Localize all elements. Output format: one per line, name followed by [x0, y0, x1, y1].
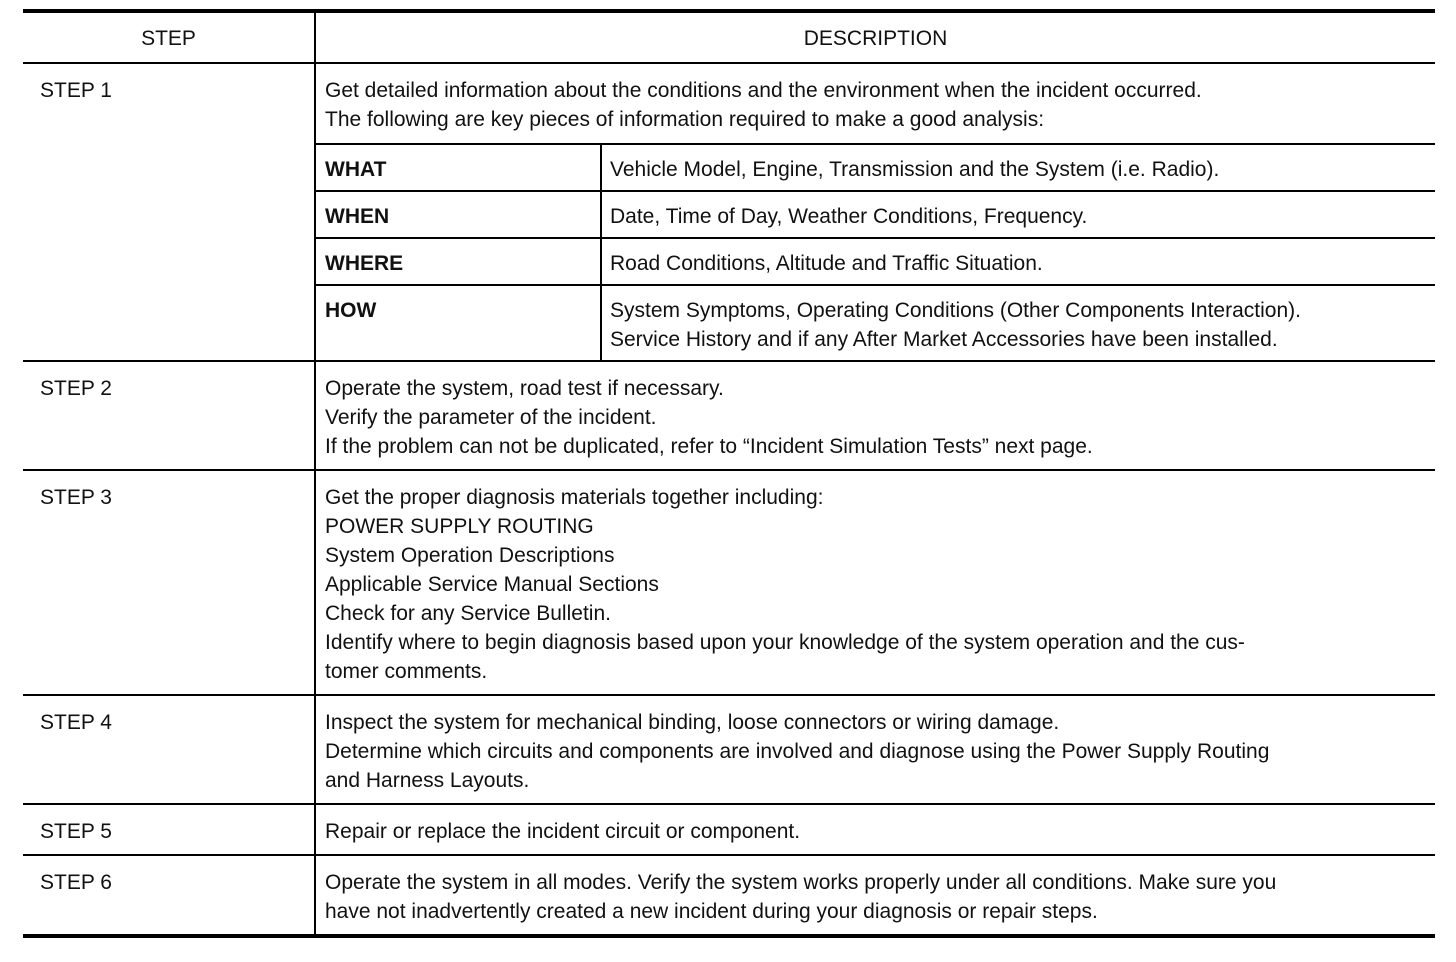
step-column-header: STEP	[23, 13, 316, 62]
step-label: STEP 6	[23, 856, 316, 934]
subtable-value-line: Service History and if any After Market Accessories have been installed.	[610, 328, 1278, 351]
subtable-value-line: Road Conditions, Altitude and Traffic Situation.	[610, 252, 1043, 275]
subtable-value	[602, 145, 1435, 190]
subtable-value-line: Vehicle Model, Engine, Transmission and the System (i.e. Radio).	[610, 158, 1220, 181]
description-line: Inspect the system for mechanical binding, loose connectors or wiring damage.	[325, 711, 1060, 734]
key-information-subtable	[316, 143, 1435, 360]
description-line: have not inadvertently created a new incident during your diagnosis or repair steps.	[325, 900, 1098, 923]
subtable-key: WHEN	[316, 192, 602, 237]
step-row-2	[23, 362, 1435, 471]
step-label: STEP 4	[23, 696, 316, 803]
subtable-value-line: System Symptoms, Operating Conditions (Other Components Interaction).	[610, 299, 1301, 322]
description-line: Identify where to begin diagnosis based upon your knowledge of the system operation and the cus-	[325, 631, 1245, 654]
description-line: Applicable Service Manual Sections	[325, 573, 659, 596]
description-line: Operate the system, road test if necessary.	[325, 377, 724, 400]
subtable-key: HOW	[316, 286, 602, 360]
description-line: POWER SUPPLY ROUTING	[325, 515, 594, 538]
description-line: If the problem can not be duplicated, refer to “Incident Simulation Tests” next page.	[325, 435, 1093, 458]
step-label: STEP 1	[23, 64, 316, 360]
step-description	[316, 362, 1435, 469]
subtable-key: WHERE	[316, 239, 602, 284]
description-line: Get detailed information about the conditions and the environment when the incident occurred.	[325, 79, 1202, 102]
description-line: tomer comments.	[325, 660, 488, 683]
subtable-value	[602, 286, 1435, 360]
step-description	[316, 64, 1435, 360]
step-row-3	[23, 471, 1435, 696]
step-label: STEP 2	[23, 362, 316, 469]
subtable-key: WHAT	[316, 145, 602, 190]
table-header-row	[23, 13, 1435, 64]
step-description	[316, 856, 1435, 934]
description-line: The following are key pieces of information required to make a good analysis:	[325, 108, 1045, 131]
description-column-header: DESCRIPTION	[803, 27, 948, 50]
subtable-row-how	[316, 286, 1435, 360]
step-row-4	[23, 696, 1435, 805]
subtable-row-where	[316, 239, 1435, 286]
step-description	[316, 805, 1435, 854]
subtable-row-what	[316, 145, 1435, 192]
subtable-row-when	[316, 192, 1435, 239]
description-line: Operate the system in all modes. Verify the system works properly under all conditions. Make sure you	[325, 871, 1277, 894]
subtable-value	[602, 192, 1435, 237]
description-line: System Operation Descriptions	[325, 544, 615, 567]
diagnosis-steps-table	[23, 9, 1435, 938]
description-line: Verify the parameter of the incident.	[325, 406, 657, 429]
description-line: Get the proper diagnosis materials together including:	[325, 486, 824, 509]
step-row-1	[23, 64, 1435, 362]
step-description	[316, 696, 1435, 803]
step-row-6	[23, 856, 1435, 934]
description-line: and Harness Layouts.	[325, 769, 530, 792]
subtable-value-line: Date, Time of Day, Weather Conditions, Frequency.	[610, 205, 1088, 228]
step-row-5	[23, 805, 1435, 856]
description-line: Check for any Service Bulletin.	[325, 602, 611, 625]
step-description	[316, 471, 1435, 694]
description-line: Repair or replace the incident circuit or component.	[325, 820, 801, 843]
description-line: Determine which circuits and components are involved and diagnose using the Power Supply Routing	[325, 740, 1270, 763]
step-label: STEP 3	[23, 471, 316, 694]
subtable-value	[602, 239, 1435, 284]
step-label: STEP 5	[23, 805, 316, 854]
